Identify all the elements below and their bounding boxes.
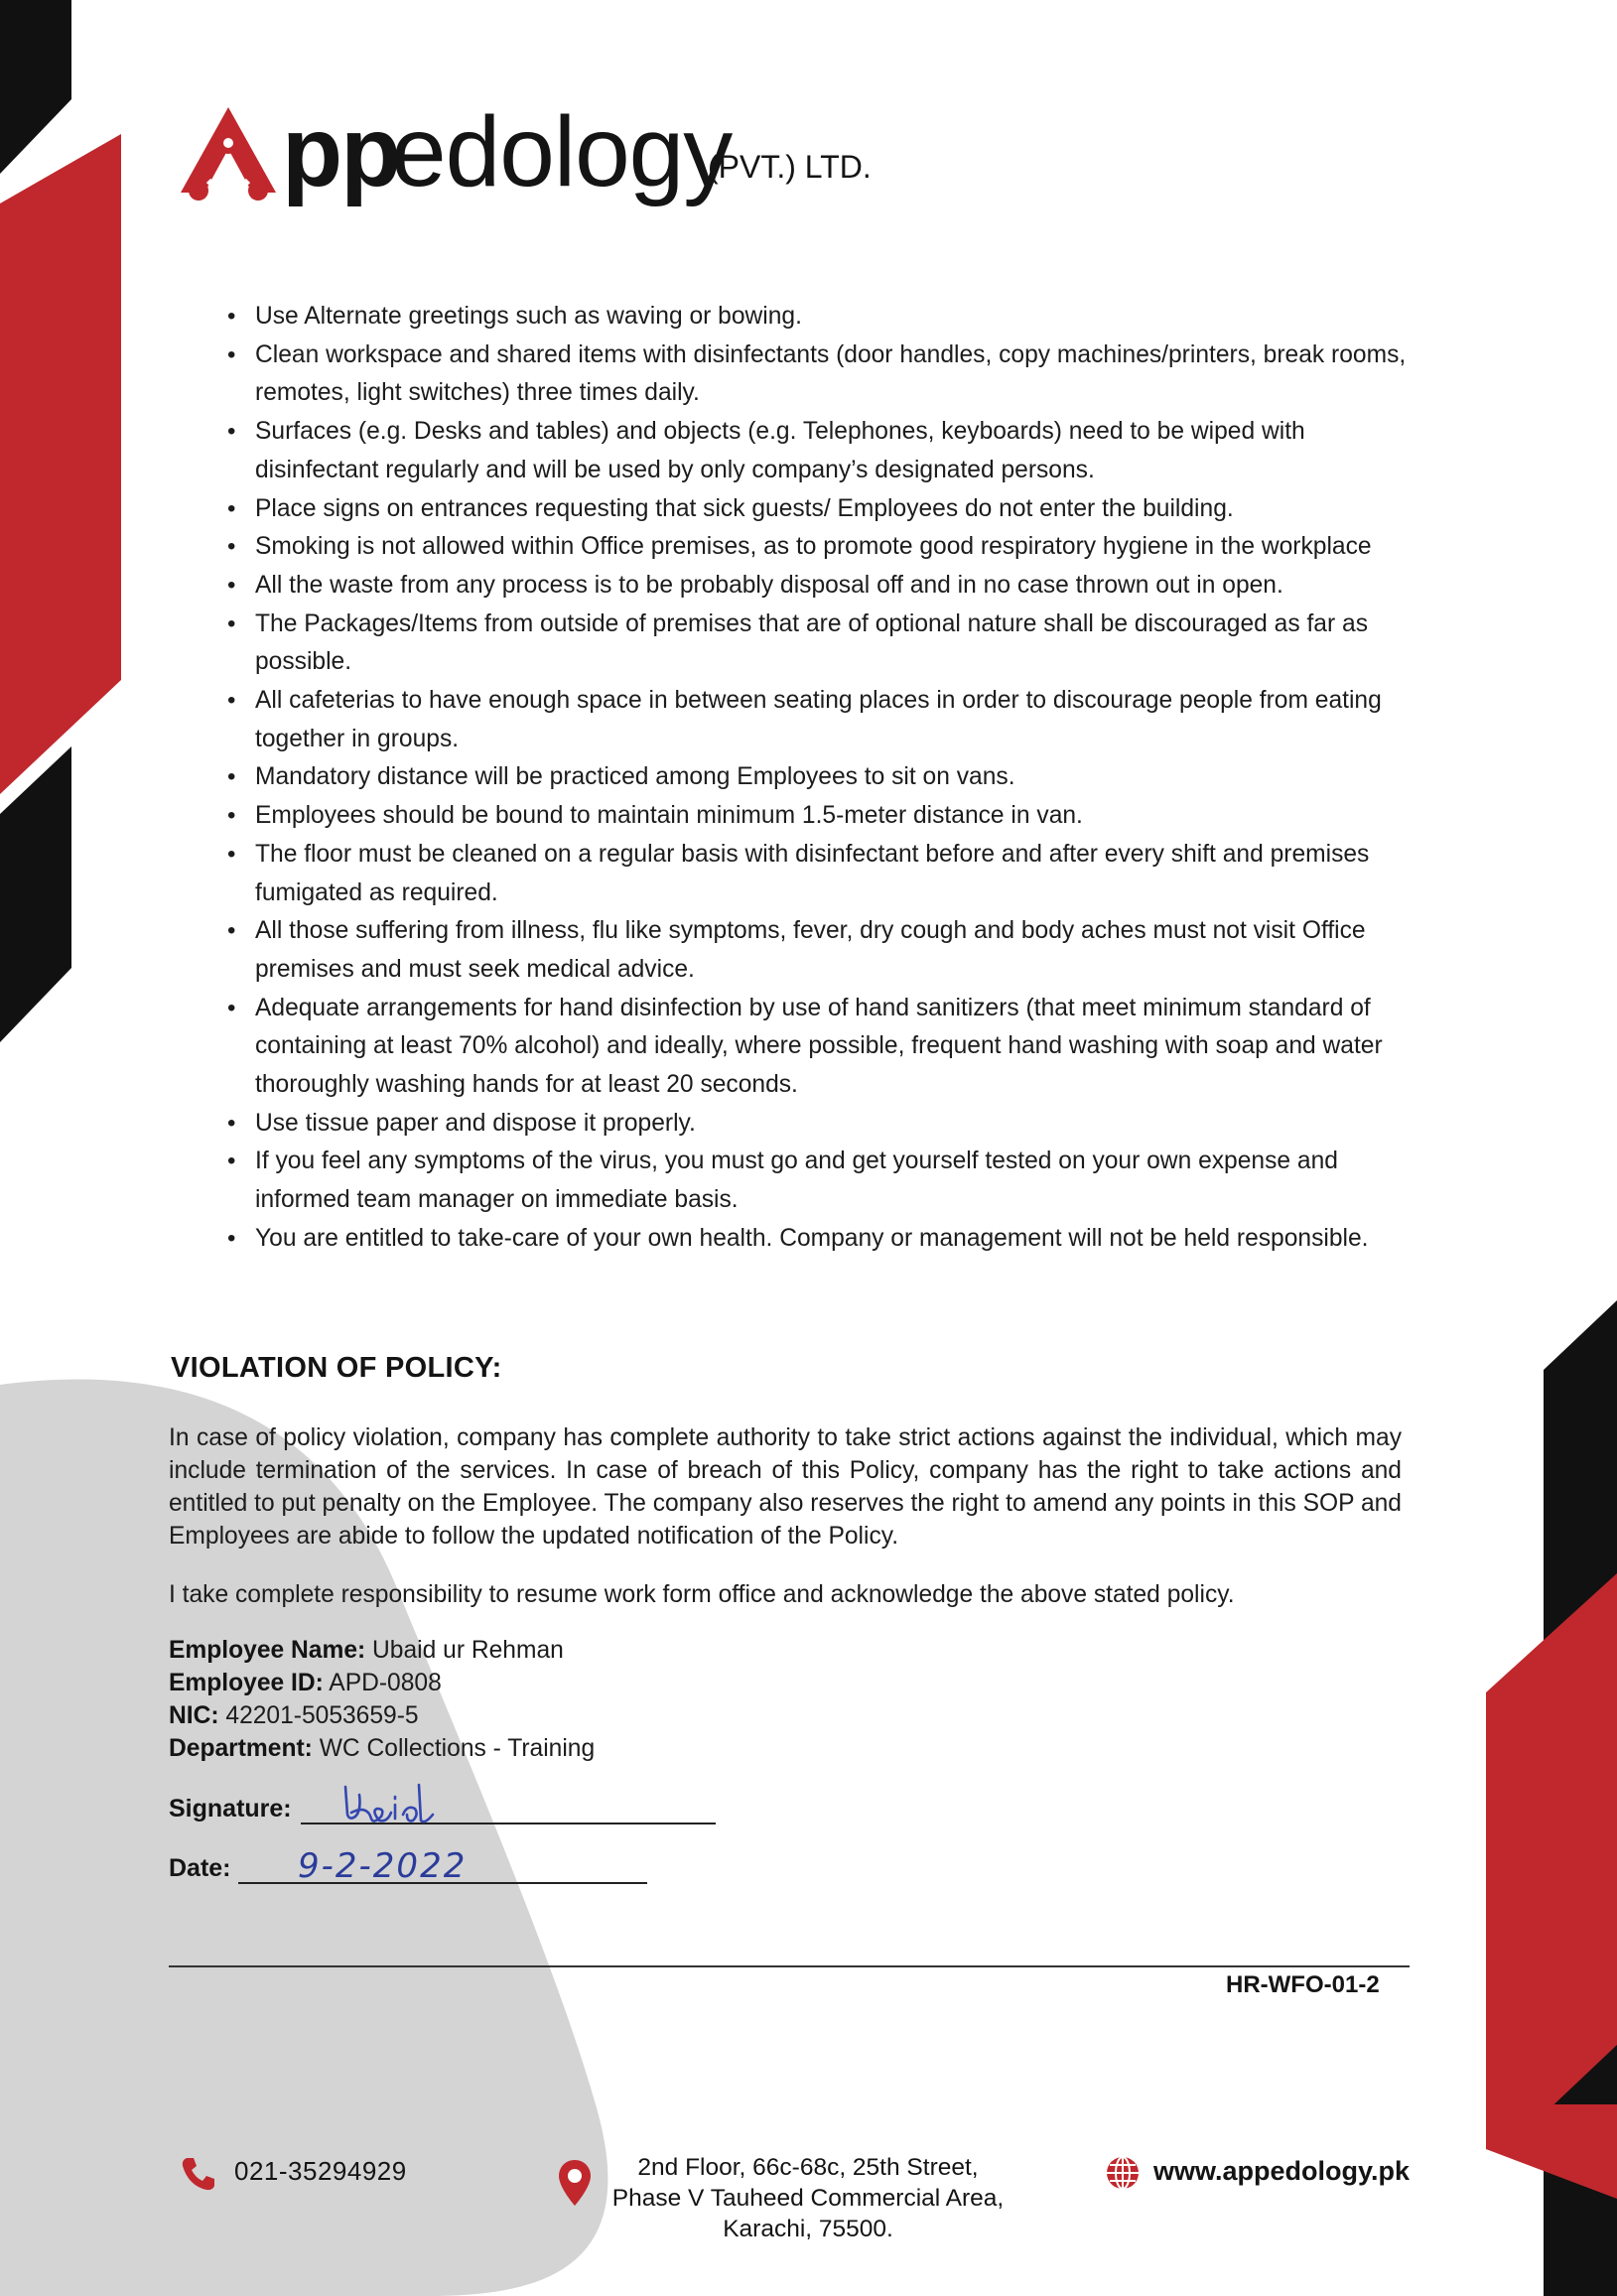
list-item: • All the waste from any process is to be probably disposal off and in no case thrown out in open. [226, 567, 1417, 606]
address-line-1: 2nd Floor, 66c-68c, 25th Street, [637, 2154, 979, 2181]
left-black-band [0, 746, 71, 1042]
list-item: • Clean workspace and shared items with disinfectants (door handles, copy machines/printers, break rooms, remotes, light switches) three times daily. [226, 337, 1417, 413]
violation-paragraph: In case of policy violation, company has complete authority to take strict actions against the individual, which may include termination of the services. In case of breach of this Policy, company has the right to take actions and entitled to put penalty on the Employee. The company also reserves the right to amend any points in this SOP and Employees are abide to follow the updated notification of the Policy. [169, 1424, 1402, 1550]
address-text [600, 2152, 1016, 2244]
list-item: • Use tissue paper and dispose it properly. [226, 1105, 1417, 1144]
list-item: • The floor must be cleaned on a regular basis with disinfectant before and after every shift and premises fumigated as required. [226, 836, 1417, 912]
list-item: • If you feel any symptoms of the virus, you must go and get yourself tested on your own expense and informed team manager on immediate basis. [226, 1143, 1417, 1219]
employee-id-value: APD-0808 [329, 1670, 442, 1696]
department-label: Department: [169, 1735, 313, 1762]
phone-number: 021-35294929 [234, 2156, 407, 2186]
logo-text-pp: pp [282, 96, 400, 207]
nic-value: 42201-5053659-5 [225, 1702, 419, 1729]
list-item: • Employees should be bound to maintain minimum 1.5-meter distance in van. [226, 797, 1417, 836]
footer-address [556, 2152, 1032, 2261]
logo-suffix: (PVT.) LTD. [708, 149, 872, 185]
employee-name-row [169, 1634, 595, 1667]
acknowledgement-paragraph: I take complete responsibility to resume work form office and acknowledge the above stated policy. [169, 1581, 1235, 1608]
footer-divider [169, 1965, 1410, 1967]
sop-bullet-list [226, 298, 1417, 1259]
signature-field [169, 1787, 725, 1836]
handwritten-signature [337, 1775, 447, 1830]
violation-heading: VIOLATION OF POLICY: [171, 1352, 502, 1384]
nic-row [169, 1699, 595, 1732]
employee-details [169, 1634, 595, 1765]
location-pin-icon [556, 2158, 594, 2208]
department-row [169, 1732, 595, 1765]
footer-website [1104, 2154, 1421, 2194]
employee-name-value: Ubaid ur Rehman [372, 1637, 564, 1664]
list-item: • Smoking is not allowed within Office premises, as to promote good respiratory hygiene in the workplace [226, 528, 1417, 567]
footer-phone [179, 2154, 476, 2194]
phone-icon [179, 2154, 218, 2194]
document-code: HR-WFO-01-2 [1226, 1971, 1380, 1998]
list-item: • Place signs on entrances requesting that sick guests/ Employees do not enter the building. [226, 490, 1417, 529]
date-label: Date: [169, 1854, 231, 1882]
list-item: • You are entitled to take-care of your own health. Company or management will not be held responsible. [226, 1220, 1417, 1259]
logo-a-mark-icon [177, 105, 280, 204]
globe-icon [1104, 2154, 1142, 2192]
handwritten-date: 9-2-2022 [298, 1846, 468, 1886]
list-item: • Surfaces (e.g. Desks and tables) and objects (e.g. Telephones, keyboards) need to be wiped with disinfectant regularly and will be used by only company’s designated persons. [226, 413, 1417, 489]
nic-label: NIC: [169, 1702, 219, 1729]
list-item: • Mandatory distance will be practiced among Employees to sit on vans. [226, 758, 1417, 797]
list-item: • Adequate arrangements for hand disinfection by use of hand sanitizers (that meet minimum standard of containing at least 70% alcohol) and ideally, where possible, frequent hand washing with soap and water thoroughly washing hands for at least 20 seconds. [226, 990, 1417, 1105]
date-field [169, 1846, 665, 1896]
website-link[interactable]: www.appedology.pk [1153, 2156, 1411, 2186]
list-item: • Use Alternate greetings such as waving or bowing. [226, 298, 1417, 337]
department-value: WC Collections - Training [319, 1735, 596, 1762]
signature-label: Signature: [169, 1795, 292, 1823]
list-item: • The Packages/Items from outside of premises that are of optional nature shall be discouraged as far as possible. [226, 606, 1417, 682]
left-black-stripe-top [0, 0, 71, 174]
list-item: • All those suffering from illness, flu like symptoms, fever, dry cough and body aches must not visit Office premises and must seek medical advice. [226, 912, 1417, 989]
employee-name-label: Employee Name: [169, 1637, 366, 1664]
employee-id-row [169, 1667, 595, 1699]
address-line-3: Karachi, 75500. [723, 2216, 893, 2242]
left-red-band [0, 134, 121, 794]
address-line-2: Phase V Tauheed Commercial Area, [611, 2185, 1005, 2212]
list-item: • All cafeterias to have enough space in between seating places in order to discourage people from eating together in groups. [226, 682, 1417, 758]
employee-id-label: Employee ID: [169, 1670, 324, 1696]
company-logo [177, 97, 931, 216]
logo-text-edology: edology [391, 96, 733, 207]
